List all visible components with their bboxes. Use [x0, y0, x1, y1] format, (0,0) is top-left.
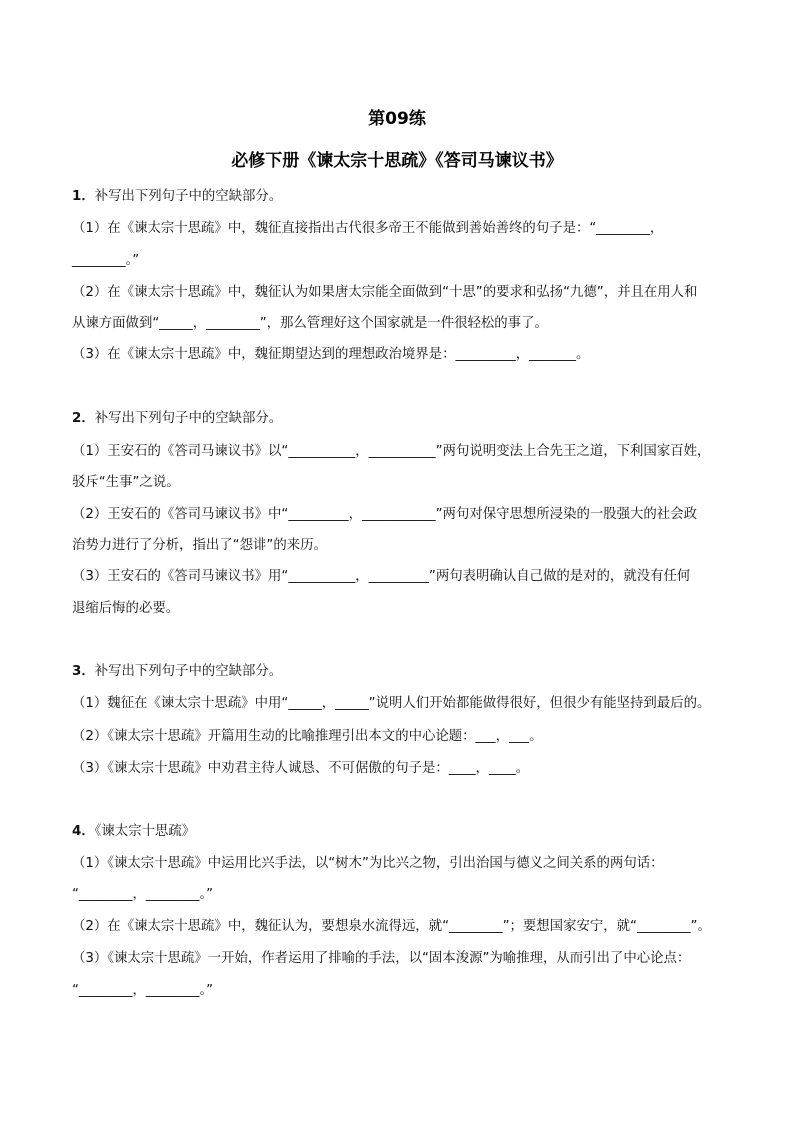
- question-line: ________。”: [72, 253, 140, 268]
- question-heading-text: 补写出下列句子中的空缺部分。: [94, 189, 283, 204]
- question-number: 1．: [72, 189, 95, 204]
- question-number: 2．: [72, 411, 95, 426]
- page-subtitle: 必修下册《谏太宗十思疏》《答司马谏议书》: [231, 151, 563, 171]
- question-line: （2）在《谏太宗十思疏》中，魏征认为如果唐太宗能全面做到“十思”的要求和弘扬“九德”，并且在用人和: [72, 285, 698, 300]
- question-number: 3．: [72, 664, 95, 679]
- question-line: （1）王安石的《答司马谏议书》以“__________，__________”两句说明变法上合先王之道，下利国家百姓，: [72, 444, 711, 459]
- question-heading-text: 补写出下列句子中的空缺部分。: [94, 664, 283, 679]
- question-4-heading: [72, 821, 732, 843]
- question-line: （3）在《谏太宗十思疏》中，魏征期望达到的理想政治境界是：_________，_______。: [72, 347, 590, 362]
- question-line: 从谏方面做到“_____，________”，那么管理好这个国家就是一件很轻松的事了。: [72, 316, 548, 331]
- question-2-heading: [72, 408, 732, 430]
- question-line: （1）在《谏太宗十思疏》中，魏征直接指出古代很多帝王不能做到善始善终的句子是：“________，: [72, 221, 664, 236]
- question-1-heading: [72, 186, 732, 208]
- question-number: 4．: [72, 824, 95, 839]
- question-3-heading: [72, 661, 732, 683]
- question-line: （1）《谏太宗十思疏》中运用比兴手法，以“树木”为比兴之物，引出治国与德义之间关系的两句话：: [72, 856, 664, 871]
- question-line: （3）《谏太宗十思疏》一开始，作者运用了排喻的手法，以“固本浚源”为喻推理，从而引出了中心论点：: [72, 951, 691, 966]
- question-line: “________，________。”: [72, 887, 214, 902]
- question-line: （1）魏征在《谏太宗十思疏》中用“_____，_____”说明人们开始都能做得很好，但很少有能坚持到最后的。: [72, 696, 711, 711]
- question-line: 治势力进行了分析，指出了“怨诽”的来历。: [72, 538, 327, 553]
- question-line: 退缩后悔的必要。: [72, 601, 180, 616]
- question-line: （2）在《谏太宗十思疏》中，魏征认为，要想泉水流得远，就“________”；要想国家安宁，就“________”。: [72, 919, 711, 934]
- question-line: （2）王安石的《答司马谏议书》中“_________，___________”两句对保守思想所浸染的一股强大的社会政: [72, 507, 697, 522]
- question-line: （3）王安石的《答司马谏议书》用“__________，_________”两句表明确认自己做的是对的，就没有任何: [72, 569, 691, 584]
- page-title: 第09练: [368, 109, 426, 129]
- question-line: （2）《谏太宗十思疏》开篇用生动的比喻推理引出本文的中心论题：___，___。: [72, 729, 543, 744]
- question-heading-text: 《谏太宗十思疏》: [94, 824, 196, 839]
- question-heading-text: 补写出下列句子中的空缺部分。: [94, 411, 283, 426]
- question-line: （3）《谏太宗十思疏》中劝君主待人诚恳、不可倨傲的句子是：____，____。: [72, 761, 530, 776]
- question-line: “________，________。”: [72, 983, 214, 998]
- question-line: 驳斥“生事”之说。: [72, 475, 180, 490]
